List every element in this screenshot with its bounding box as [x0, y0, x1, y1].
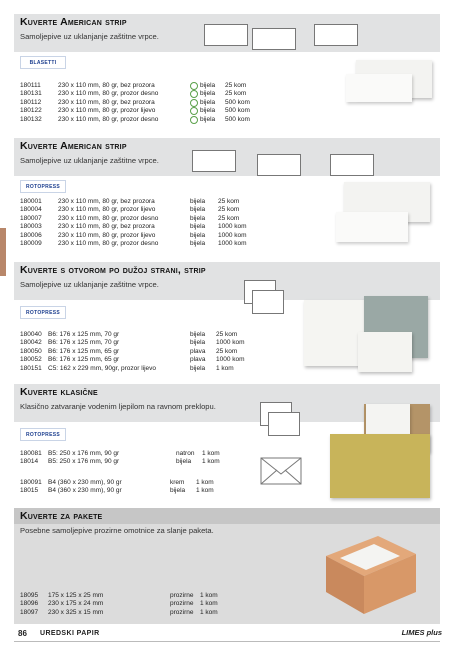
envelope-sketch [204, 24, 248, 46]
code: 180112 [20, 98, 42, 106]
package-photo [316, 526, 420, 618]
side-tab [0, 228, 6, 276]
desc: 230 x 110 mm, 80 gr, prozor lijevo [58, 206, 156, 214]
envelope-flap-sketch [260, 452, 304, 486]
qty: 25 kom [225, 82, 247, 89]
section-title: Kuverte American strip [20, 16, 127, 28]
qty: 1 kom [202, 450, 220, 457]
code: 18014 [20, 458, 39, 466]
qty: 1000 kom [216, 356, 245, 364]
section-american-strip-blasetti [14, 14, 440, 132]
leaf-icon [190, 90, 198, 98]
desc: 230 x 110 mm, 80 gr, bez prozora [58, 82, 155, 89]
qty: 25 kom [218, 206, 240, 214]
qty: 25 kom [216, 331, 238, 338]
code: 18015 [20, 487, 39, 495]
qty: 1 kom [200, 600, 218, 608]
code: 180050 [20, 347, 42, 355]
qty: 25 kom [216, 347, 238, 355]
color: bijela [176, 458, 192, 466]
color: prozirne [170, 608, 194, 616]
code: 180081 [20, 450, 42, 457]
qty: 25 kom [218, 214, 240, 222]
color: bijela [200, 90, 216, 98]
desc: 230 x 325 x 15 mm [48, 608, 104, 616]
section-subtitle: Samoljepive uz uklanjanje zaštitne vrpce. [20, 32, 159, 41]
color: bijela [190, 206, 206, 214]
leaf-icon [190, 82, 198, 90]
code: 180132 [20, 115, 42, 123]
code: 18096 [20, 600, 39, 608]
color: bijela [200, 107, 216, 115]
footer-rule [14, 641, 440, 642]
code: 180111 [20, 82, 41, 89]
qty: 1000 kom [216, 339, 245, 347]
desc: 230 x 110 mm, 80 gr, prozor desno [58, 214, 159, 222]
envelope-photo [358, 332, 412, 372]
section-subtitle: Samoljepive uz uklanjanje zaštitne vrpce. [20, 156, 159, 165]
desc: 230 x 110 mm, 80 gr, prozor lijevo [58, 107, 156, 115]
color: bijela [200, 115, 216, 123]
envelope-photo-yellow [330, 434, 430, 498]
color: bijela [190, 364, 206, 372]
color: bijela [190, 231, 206, 239]
color: prozirne [170, 592, 194, 599]
section-title: Kuverte s otvorom po dužoj strani, strip [20, 264, 206, 276]
leaf-icon [190, 99, 198, 107]
brand-logo: BLASETTI [20, 56, 66, 69]
section-american-strip-rotopress [14, 138, 440, 258]
desc: B6: 176 x 125 mm, 65 gr [48, 356, 120, 364]
envelope-sketch [252, 28, 296, 50]
desc: 175 x 125 x 25 mm [48, 592, 104, 599]
footer-title: UREDSKI PAPIR [40, 630, 100, 637]
color: plava [190, 347, 206, 355]
code: 180001 [20, 198, 42, 205]
envelope-sketch [314, 24, 358, 46]
desc: B6: 176 x 125 mm, 70 gr [48, 339, 120, 347]
qty: 1000 kom [218, 231, 247, 239]
code: 180131 [20, 90, 42, 98]
color: natron [176, 450, 195, 457]
desc: B4 (360 x 230 mm), 90 gr [48, 478, 122, 486]
section-title: Kuverte klasične [20, 386, 98, 398]
leaf-icon [190, 116, 198, 124]
qty: 1 kom [196, 487, 214, 495]
qty: 500 kom [225, 115, 250, 123]
brand-logo: ROTOPRESS [20, 306, 66, 319]
envelope-photo [346, 74, 412, 102]
envelope-sketch [252, 290, 284, 314]
color: bijela [190, 223, 206, 231]
desc: 230 x 110 mm, 80 gr, bez prozora [58, 223, 155, 231]
envelope-sketch [192, 150, 236, 172]
desc: 230 x 110 mm, 80 gr, prozor desno [58, 115, 159, 123]
color: bijela [190, 339, 206, 347]
color: bijela [190, 331, 206, 338]
qty: 1 kom [216, 364, 234, 372]
section-title: Kuverte American strip [20, 140, 127, 152]
qty: 1000 kom [218, 223, 247, 231]
envelope-sketch [268, 412, 300, 436]
code: 180003 [20, 223, 42, 231]
desc: C5: 162 x 229 mm, 90gr, prozor lijevo [48, 364, 157, 372]
qty: 25 kom [225, 90, 247, 98]
color: bijela [190, 198, 206, 205]
qty: 1000 kom [218, 239, 247, 247]
color: bijela [200, 82, 216, 89]
color: bijela [200, 98, 216, 106]
code: 18097 [20, 608, 39, 616]
code: 180004 [20, 206, 42, 214]
code: 180122 [20, 107, 42, 115]
code: 180091 [20, 478, 42, 486]
envelope-sketch [257, 154, 301, 176]
brand-logo: ROTOPRESS [20, 428, 66, 441]
section-subtitle: Klasično zatvaranje vodenim ljepilom na ravnom preklopu. [20, 402, 216, 411]
qty: 1 kom [196, 478, 214, 486]
section-classic [14, 384, 440, 504]
section-packages [14, 508, 440, 624]
qty: 1 kom [200, 592, 218, 599]
leaf-icon [190, 107, 198, 115]
desc: 230 x 110 mm, 80 gr, prozor desno [58, 90, 159, 98]
code: 180007 [20, 214, 42, 222]
color: bijela [190, 239, 206, 247]
desc: B4 (360 x 230 mm), 90 gr [48, 487, 122, 495]
section-title: Kuverte za pakete [20, 510, 103, 522]
qty: 1 kom [200, 608, 218, 616]
qty: 25 kom [218, 198, 240, 205]
brand-logo: ROTOPRESS [20, 180, 66, 193]
code: 180052 [20, 356, 42, 364]
envelope-sketch [330, 154, 374, 176]
color: krem [170, 478, 185, 486]
footer-brand: LIMES plus [401, 628, 442, 637]
color: bijela [190, 214, 206, 222]
code: 180006 [20, 231, 42, 239]
color: prozirne [170, 600, 194, 608]
desc: B6: 176 x 125 mm, 65 gr [48, 347, 120, 355]
color: bijela [170, 487, 186, 495]
color: plava [190, 356, 206, 364]
code: 180040 [20, 331, 42, 338]
desc: 230 x 110 mm, 80 gr, prozor desno [58, 239, 159, 247]
section-long-side-opening [14, 262, 440, 378]
desc: 230 x 110 mm, 80 gr, bez prozora [58, 98, 155, 106]
code: 180151 [20, 364, 42, 372]
code: 180009 [20, 239, 42, 247]
desc: 230 x 110 mm, 80 gr, bez prozora [58, 198, 155, 205]
desc: B5: 250 x 176 mm, 90 gr [48, 458, 120, 466]
qty: 1 kom [202, 458, 220, 466]
desc: B5: 250 x 176 mm, 90 gr [48, 450, 120, 457]
qty: 500 kom [225, 98, 250, 106]
section-subtitle: Samoljepive uz uklanjanje zaštitne vrpce. [20, 280, 159, 289]
envelope-photo [336, 212, 408, 242]
page-number: 86 [18, 629, 27, 638]
qty: 500 kom [225, 107, 250, 115]
desc: 230 x 110 mm, 80 gr, prozor lijevo [58, 231, 156, 239]
desc: B6: 176 x 125 mm, 70 gr [48, 331, 120, 338]
code: 180042 [20, 339, 42, 347]
section-subtitle: Posebne samoljepive prozirne omotnice za slanje paketa. [20, 526, 214, 535]
code: 18095 [20, 592, 39, 599]
desc: 230 x 175 x 24 mm [48, 600, 104, 608]
